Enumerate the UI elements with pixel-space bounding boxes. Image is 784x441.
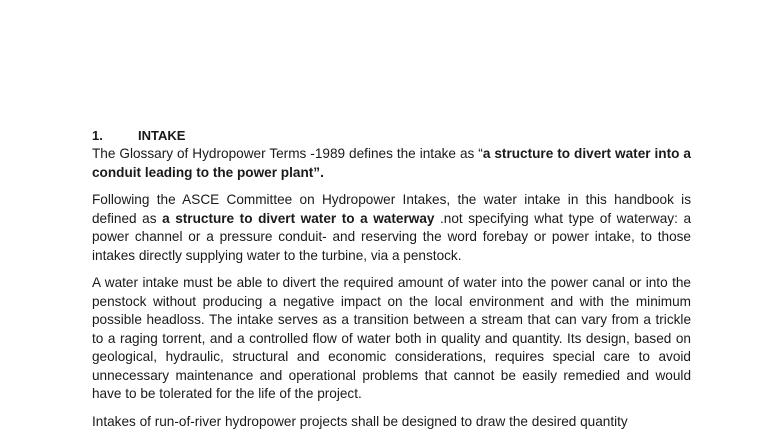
paragraph-text-continued: .not specifying what type of waterway: a power channel or a pressure conduit- and reserving the word forebay or power intake, to those intakes directly supplying water to the turbine, via a penstock.	[92, 210, 691, 263]
section-heading	[92, 127, 691, 145]
paragraph-bold-text: a structure to divert water into a conduit leading to the power plant”.	[92, 146, 691, 180]
paragraph-text: A water intake must be able to divert the required amount of water into the power canal or into the penstock without producing a negative impact on the local environment and with the minimum possible headloss. The intake serves as a transition between a stream that can vary from a trickle to a raging torrent, and a controlled flow of water both in quality and quantity. Its design, based on geological, hydraulic, structural and economic considerations, requires special care to avoid unnecessary maintenance and operational problems that cannot be easily remedied and would have to be tolerated for the life of the project.	[92, 275, 691, 401]
document-body	[92, 127, 691, 440]
paragraph-asce-definition	[92, 191, 691, 265]
paragraph-text: Following the ASCE Committee on Hydropower Intakes, the water intake in this handbook is defined as	[92, 192, 691, 226]
paragraph-intake-requirements	[92, 274, 691, 404]
paragraph-text: The Glossary of Hydropower Terms -1989 defines the intake as “	[92, 146, 483, 161]
paragraph-bold-text: a structure to divert water to a waterway	[162, 210, 435, 226]
section-title: INTAKE	[138, 128, 186, 143]
paragraph-run-of-river	[92, 413, 691, 432]
paragraph-glossary-definition	[92, 145, 691, 182]
section-number: 1.	[92, 128, 103, 143]
paragraph-text: Intakes of run-of-river hydropower projects shall be designed to draw the desired quantity	[92, 413, 628, 429]
